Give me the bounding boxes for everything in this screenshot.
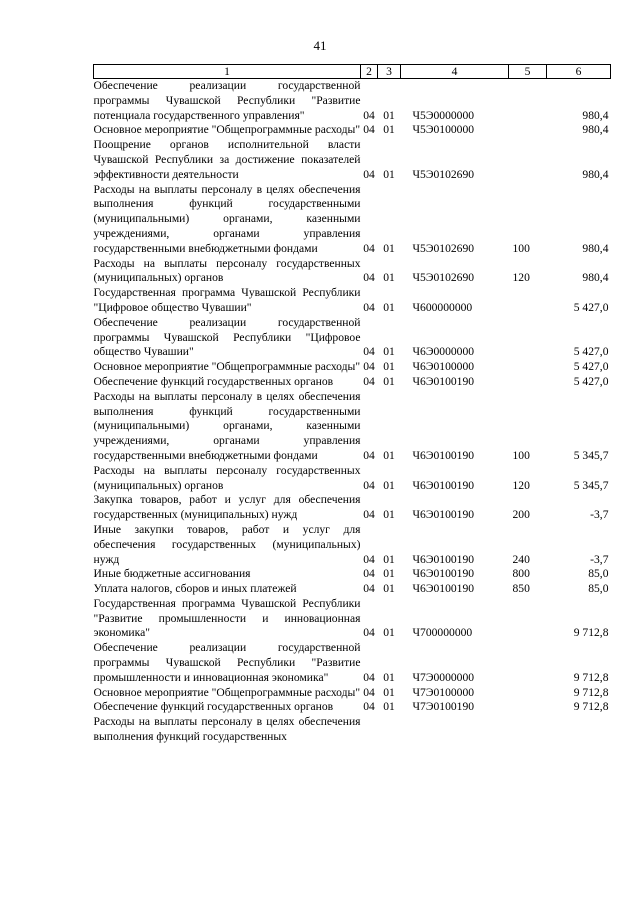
row-subsection: 01 xyxy=(383,567,395,581)
row-description: Уплата налогов, сборов и иных платежей xyxy=(93,582,297,596)
row-subsection: 01 xyxy=(383,123,395,137)
row-expense-type xyxy=(509,641,547,685)
row-amount: 980,4 xyxy=(582,271,609,285)
table-row xyxy=(94,390,611,464)
row-description: Закупка товаров, работ и услуг для обеспечения государственных (муниципальных) нужд xyxy=(93,493,361,522)
row-amount: -3,7 xyxy=(590,508,609,522)
row-subsection: 01 xyxy=(383,626,395,640)
row-expense-type xyxy=(509,79,547,124)
row-subsection: 01 xyxy=(383,700,395,714)
row-target-article: Ч5Э0000000 xyxy=(412,108,475,122)
header-col-6: 6 xyxy=(547,65,611,79)
row-description: Обеспечение функций государственных органов xyxy=(93,374,334,388)
row-section: 04 xyxy=(363,167,375,181)
row-amount: 9 712,8 xyxy=(573,685,609,699)
table-row xyxy=(94,567,611,582)
row-subsection: 01 xyxy=(383,552,395,566)
row-expense-type: 850 xyxy=(512,582,530,596)
row-target-article: Ч6Э0100190 xyxy=(412,567,475,581)
table-row xyxy=(94,360,611,375)
table-header xyxy=(94,65,611,79)
row-amount: 5 427,0 xyxy=(573,360,609,374)
table-row xyxy=(94,700,611,715)
row-section: 04 xyxy=(363,567,375,581)
row-section: 04 xyxy=(363,374,375,388)
row-section: 04 xyxy=(363,670,375,684)
row-description: Обеспечение реализации государственной программы Чувашской Республики "Развитие потенциала государственного управления" xyxy=(93,79,361,122)
row-target-article: Ч6Э0100190 xyxy=(412,582,475,596)
row-target-article: Ч5Э0102690 xyxy=(412,271,475,285)
row-target-article: Ч7Э0100000 xyxy=(412,685,475,699)
table-row xyxy=(94,183,611,257)
table-row xyxy=(94,582,611,597)
row-expense-type xyxy=(509,597,547,641)
row-description: Обеспечение реализации государственной программы Чувашской Республики "Цифровое общество Чувашии" xyxy=(93,315,361,359)
row-section: 04 xyxy=(363,552,375,566)
row-amount: 85,0 xyxy=(588,582,609,596)
row-amount: 9 712,8 xyxy=(573,670,609,684)
row-section: 04 xyxy=(363,685,375,699)
row-expense-type xyxy=(509,360,547,375)
row-target-article: Ч6Э0100190 xyxy=(412,508,475,522)
row-subsection: 01 xyxy=(383,670,395,684)
row-amount: 85,0 xyxy=(588,567,609,581)
row-subsection: 01 xyxy=(383,167,395,181)
table-row xyxy=(94,316,611,360)
row-subsection: 01 xyxy=(383,271,395,285)
row-target-article: Ч600000000 xyxy=(412,300,473,314)
row-amount xyxy=(547,715,611,745)
table-row xyxy=(94,523,611,567)
row-target-article: Ч6Э0100000 xyxy=(412,360,475,374)
row-description: Иные бюджетные ассигнования xyxy=(93,567,251,581)
row-expense-type: 120 xyxy=(512,271,530,285)
row-section: 04 xyxy=(363,241,375,255)
row-description: Иные закупки товаров, работ и услуг для обеспечения государственных (муниципальных) нужд xyxy=(93,522,361,566)
table-row xyxy=(94,375,611,390)
row-target-article: Ч5Э0102690 xyxy=(412,167,475,181)
row-section: 04 xyxy=(363,108,375,122)
row-expense-type: 120 xyxy=(512,478,530,492)
row-section: 04 xyxy=(363,345,375,359)
row-description: Обеспечение функций государственных органов xyxy=(93,700,334,714)
table-row xyxy=(94,257,611,287)
row-expense-type xyxy=(509,123,547,138)
row-subsection: 01 xyxy=(383,300,395,314)
table-body xyxy=(94,79,611,745)
header-col-4: 4 xyxy=(401,65,509,79)
row-amount: -3,7 xyxy=(590,552,609,566)
row-amount: 5 427,0 xyxy=(573,300,609,314)
row-subsection: 01 xyxy=(383,345,395,359)
row-section xyxy=(361,715,378,745)
row-description: Расходы на выплаты персоналу в целях обеспечения выполнения функций государственными (муниципальными) органами, казенными учреждениями, органами управления государственными внебюджетными фондами xyxy=(93,389,361,462)
row-target-article: Ч6Э0100190 xyxy=(412,552,475,566)
row-subsection: 01 xyxy=(383,374,395,388)
row-expense-type xyxy=(509,715,547,745)
row-amount: 980,4 xyxy=(582,108,609,122)
row-expense-type: 240 xyxy=(512,552,530,566)
row-target-article: Ч6Э0000000 xyxy=(412,345,475,359)
row-expense-type xyxy=(509,138,547,182)
row-amount: 5 427,0 xyxy=(573,345,609,359)
row-expense-type: 800 xyxy=(512,567,530,581)
row-section: 04 xyxy=(363,300,375,314)
row-subsection: 01 xyxy=(383,448,395,462)
row-section: 04 xyxy=(363,626,375,640)
row-description: Расходы на выплаты персоналу в целях обеспечения выполнения функций государственных xyxy=(93,715,361,744)
table-row xyxy=(94,597,611,641)
row-expense-type: 100 xyxy=(512,241,530,255)
row-description: Расходы на выплаты персоналу государственных (муниципальных) органов xyxy=(93,256,361,285)
row-section: 04 xyxy=(363,360,375,374)
row-expense-type xyxy=(509,286,547,316)
page-number: 41 xyxy=(313,38,327,53)
table-row xyxy=(94,123,611,138)
row-expense-type xyxy=(509,700,547,715)
row-expense-type xyxy=(509,686,547,701)
row-target-article: Ч6Э0100190 xyxy=(412,374,475,388)
row-target-article: Ч5Э0102690 xyxy=(412,241,475,255)
row-amount: 980,4 xyxy=(582,123,609,137)
row-description: Расходы на выплаты персоналу в целях обеспечения выполнения функций государственными (муниципальными) органами, казенными учреждениями, органами управления государственными внебюджетными фондами xyxy=(93,182,361,255)
row-section: 04 xyxy=(363,582,375,596)
row-section: 04 xyxy=(363,700,375,714)
row-subsection: 01 xyxy=(383,582,395,596)
row-target-article: Ч6Э0100190 xyxy=(412,448,475,462)
table-row xyxy=(94,715,611,745)
row-subsection: 01 xyxy=(383,508,395,522)
row-amount: 9 712,8 xyxy=(573,700,609,714)
budget-table xyxy=(93,64,611,745)
row-expense-type xyxy=(509,316,547,360)
header-col-5: 5 xyxy=(509,65,547,79)
row-subsection: 01 xyxy=(383,478,395,492)
row-section: 04 xyxy=(363,448,375,462)
row-target-article: Ч700000000 xyxy=(412,626,473,640)
header-col-2: 2 xyxy=(361,65,378,79)
row-subsection: 01 xyxy=(383,685,395,699)
table-row xyxy=(94,464,611,494)
row-expense-type: 200 xyxy=(512,508,530,522)
row-amount: 9 712,8 xyxy=(573,626,609,640)
header-col-1: 1 xyxy=(94,65,361,79)
row-section: 04 xyxy=(363,123,375,137)
row-description: Основное мероприятие "Общепрограммные расходы" xyxy=(93,685,361,699)
table-row xyxy=(94,138,611,182)
table-row xyxy=(94,493,611,523)
row-description: Расходы на выплаты персоналу государственных (муниципальных) органов xyxy=(93,463,361,492)
row-target-article: Ч7Э0000000 xyxy=(412,670,475,684)
row-target-article: Ч5Э0100000 xyxy=(412,123,475,137)
row-amount: 5 345,7 xyxy=(573,448,609,462)
row-subsection: 01 xyxy=(383,241,395,255)
row-section: 04 xyxy=(363,508,375,522)
row-subsection xyxy=(378,715,401,745)
table-row xyxy=(94,641,611,685)
row-target-article: Ч7Э0100190 xyxy=(412,700,475,714)
row-section: 04 xyxy=(363,271,375,285)
row-target-article xyxy=(401,715,509,745)
table-row xyxy=(94,79,611,124)
row-description: Государственная программа Чувашской Республики "Развитие промышленности и инновационная экономика" xyxy=(93,596,361,640)
row-amount: 980,4 xyxy=(582,241,609,255)
row-description: Поощрение органов исполнительной власти Чувашской Республики за достижение показателей эффективности деятельности xyxy=(93,138,361,181)
table-row xyxy=(94,686,611,701)
row-expense-type: 100 xyxy=(512,448,530,462)
row-amount: 5 345,7 xyxy=(573,478,609,492)
row-description: Обеспечение реализации государственной программы Чувашской Республики "Развитие промышленности и инновационная экономика" xyxy=(93,641,361,684)
row-target-article: Ч6Э0100190 xyxy=(412,478,475,492)
row-subsection: 01 xyxy=(383,360,395,374)
row-expense-type xyxy=(509,375,547,390)
table-row xyxy=(94,286,611,316)
row-description: Основное мероприятие "Общепрограммные расходы" xyxy=(93,360,361,374)
row-description: Государственная программа Чувашской Республики "Цифровое общество Чувашии" xyxy=(93,286,361,314)
row-description: Основное мероприятие "Общепрограммные расходы" xyxy=(93,123,361,137)
row-section: 04 xyxy=(363,478,375,492)
row-amount: 5 427,0 xyxy=(573,374,609,388)
row-amount: 980,4 xyxy=(582,167,609,181)
header-col-3: 3 xyxy=(378,65,401,79)
row-subsection: 01 xyxy=(383,108,395,122)
